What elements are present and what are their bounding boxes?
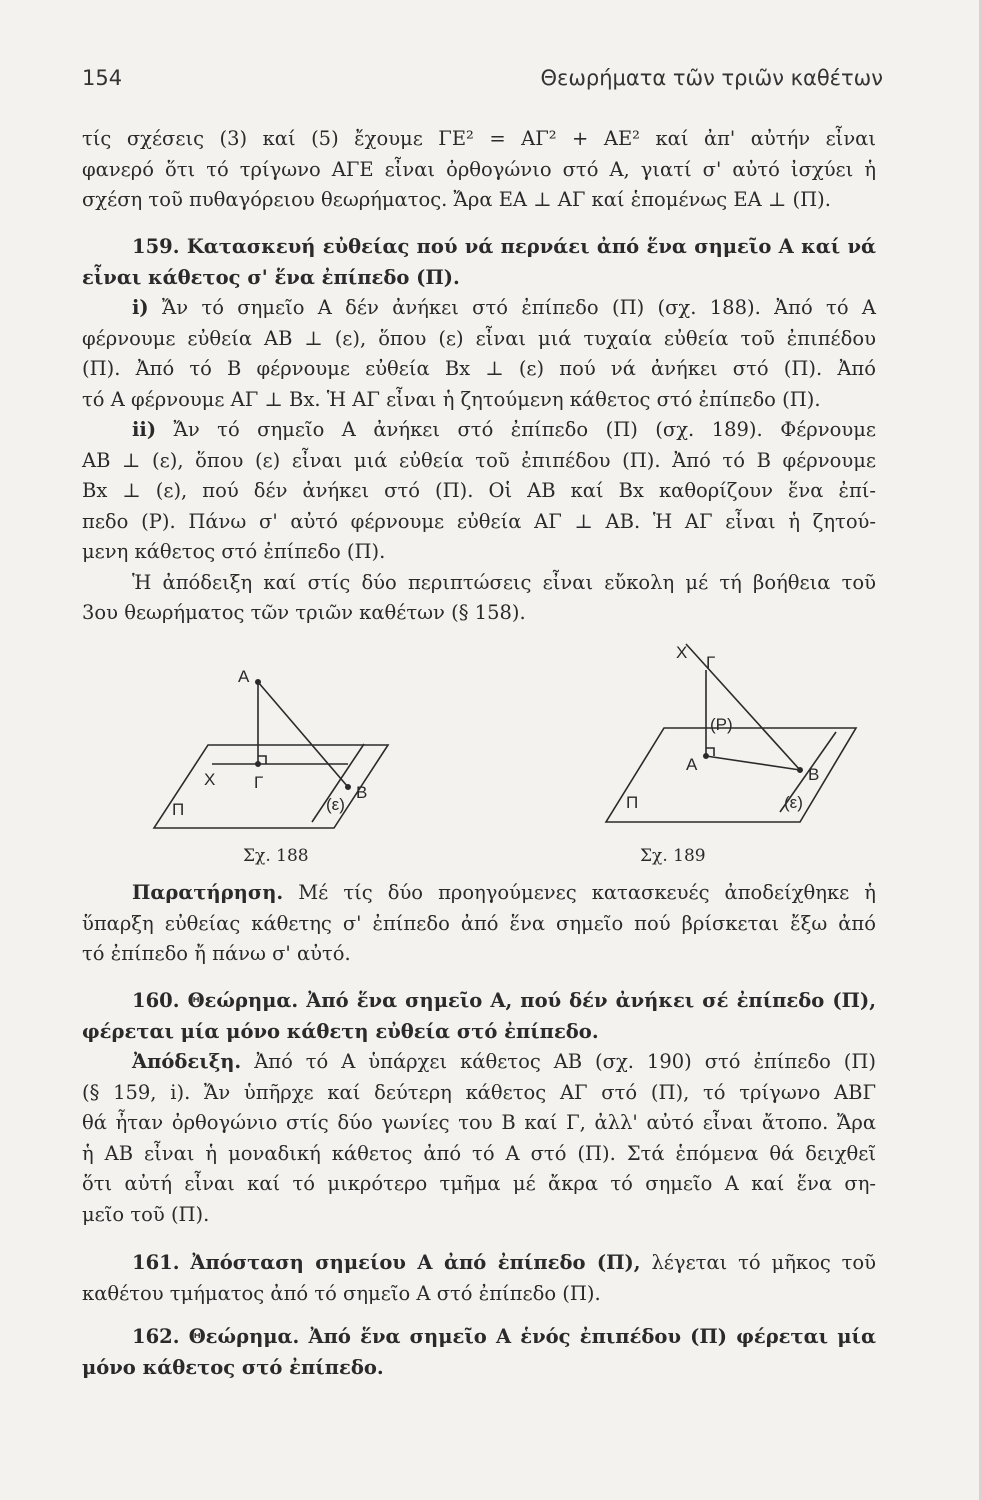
text-line: Βx ⊥ (ε), πού δέν ἀνήκει στό (Π). Οἱ ΑΒ καί Βx καθορίζουν ἕνα ἐπί- [82, 479, 876, 502]
text-line: Ἀπόδειξη. Ἀπό τό Α ὑπάρχει κάθετος ΑΒ (σχ. 190) στό ἐπίπεδο (Π) [132, 1050, 876, 1073]
label-e: (ε) [784, 793, 803, 812]
label-x: Χ [204, 770, 216, 789]
text-line: i) Ἄν τό σημεῖο Α δέν ἀνήκει στό ἐπίπεδο (Π) (σχ. 188). Ἀπό τό Α [132, 296, 876, 319]
label-r: (Ρ) [710, 715, 733, 734]
remark [82, 878, 876, 970]
section-title: Ἀπόσταση σημείου Α ἀπό ἐπίπεδο (Π), [190, 1251, 641, 1274]
section-number: 161. [132, 1251, 180, 1274]
point-b [346, 785, 350, 789]
figure-caption: Σχ. 189 [640, 846, 706, 866]
point-g [256, 762, 260, 766]
label-g: Γ [706, 653, 716, 672]
text-line: θά ἦταν ὀρθογώνιο στίς δύο γωνίες του Β καί Γ, ἀλλ' αὐτό εἶναι ἄτοπο. Ἄρα [82, 1111, 876, 1134]
line-bx [686, 644, 800, 770]
remark-label: Παρατήρηση. [132, 881, 284, 904]
section-160 [82, 986, 876, 1230]
text-line: τίς σχέσεις (3) καί (5) ἔχουμε ΓΕ² = ΑΓ² + ΑΕ² καί ἀπ' αὐτήν εἶναι [82, 127, 876, 150]
text-line: ὅτι αὐτή εἶναι καί τό μικρότερο τμῆμα μέ ἄκρα τό σημεῖο Α καί ἕνα ση- [82, 1172, 876, 1195]
section-title-cont: φέρεται μία μόνο κάθετη εὐθεία στό ἐπίπεδο. [82, 1019, 599, 1043]
text-line: πεδο (Ρ). Πάνω σ' αὐτό φέρνουμε εὐθεία ΑΓ ⊥ ΑΒ. Ἡ ΑΓ εἶναι ἡ ζητού- [82, 509, 876, 533]
text-line: (Π). Ἀπό τό Β φέρνουμε εὐθεία Βx ⊥ (ε) πού νά ἀνήκει στό (Π). Ἀπό [82, 357, 876, 380]
point-b [798, 768, 802, 772]
text-line: τό Α φέρνουμε ΑΓ ⊥ Βx. Ἡ ΑΓ εἶναι ἡ ζητούμενη κάθετος στό ἐπίπεδο (Π). [82, 387, 821, 411]
section-number: 160. [132, 989, 180, 1012]
page-number: 154 [82, 66, 123, 90]
text-line: ἡ ΑΒ εἶναι ἡ μοναδική κάθετος ἀπό τό Α στό (Π). Στά ἑπόμενα θά δειχθεῖ [82, 1141, 876, 1165]
point-a [704, 754, 708, 758]
label-pi: Π [172, 800, 185, 819]
text-line: 3ου θεωρήματος τῶν τριῶν καθέτων (§ 158). [82, 601, 526, 624]
point-a [256, 680, 260, 684]
text-line: ii) Ἄν τό σημεῖο Α ἀνήκει στό ἐπίπεδο (Π) (σχ. 189). Φέρνουμε [132, 418, 876, 441]
text-line: τό ἐπίπεδο ἤ πάνω σ' αὐτό. [82, 942, 351, 965]
text-line: φέρνουμε εὐθεία ΑΒ ⊥ (ε), ὅπου (ε) εἶναι μιά τυχαία εὐθεία τοῦ ἐπιπέδου [82, 326, 876, 350]
item-label: i) [132, 296, 149, 319]
label-b: Β [808, 765, 820, 784]
label-x: Χ [676, 643, 688, 662]
running-title: Θεωρήματα τῶν τριῶν καθέτων [540, 66, 883, 90]
section-title-cont: μόνο κάθετος στό ἐπίπεδο. [82, 1355, 384, 1379]
text-line: μενη κάθετος στό ἐπίπεδο (Π). [82, 540, 386, 563]
segment-ab [706, 756, 800, 770]
text-line: Ἡ ἀπόδειξη καί στίς δύο περιπτώσεις εἶναι εὔκολη μέ τή βοήθεια τοῦ [132, 570, 876, 594]
section-162 [82, 1322, 876, 1383]
page-header [82, 66, 883, 90]
text-line: μεῖο τοῦ (Π). [82, 1202, 210, 1226]
section-title-cont: εἶναι κάθετος σ' ἕνα ἐπίπεδο (Π). [82, 265, 460, 289]
section-number: 159. [132, 235, 180, 258]
plane-pi [154, 745, 388, 828]
section-number: 162. [132, 1325, 180, 1348]
label-pi: Π [626, 793, 639, 812]
segment-ab [258, 682, 348, 787]
text-line: ΑΒ ⊥ (ε), ὅπου (ε) εἶναι μιά εὐθεία τοῦ ἐπιπέδου (Π). Ἀπό τό Β φέρνουμε [82, 448, 876, 472]
label-e: (ε) [326, 795, 345, 814]
figure-188 [150, 660, 430, 850]
label-g: Γ [254, 773, 264, 792]
text-line: (§ 159, i). Ἄν ὑπῆρχε καί δεύτερη κάθετος ΑΓ στό (Π), τό τρίγωνο ΑΒΓ [82, 1080, 876, 1104]
section-heading [82, 232, 876, 263]
section-title: Κατασκευή εὐθείας πού νά περνάει ἀπό ἕνα σημεῖο Α καί νά [186, 235, 876, 258]
proof-label: Ἀπόδειξη. [132, 1050, 242, 1073]
text-line: 161. Ἀπόσταση σημείου Α ἀπό ἐπίπεδο (Π), λέγεται τό μῆκος τοῦ [132, 1251, 876, 1274]
item-label: ii) [132, 418, 157, 441]
text-line: ὕπαρξη εὐθείας κάθετης σ' ἐπίπεδο ἀπό ἕνα σημεῖο πού βρίσκεται ἔξω ἀπό [82, 911, 876, 935]
section-title: Θεώρημα. Ἀπό ἕνα σημεῖο Α ἑνός ἐπιπέδου (Π) φέρεται μία [188, 1325, 876, 1348]
section-159 [82, 232, 876, 629]
figure-caption: Σχ. 188 [243, 846, 309, 866]
section-heading [82, 1322, 876, 1353]
section-title: Θεώρημα. Ἀπό ἕνα σημεῖο Α, πού δέν ἀνήκει σέ ἐπίπεδο (Π), [187, 989, 876, 1012]
label-b: Β [356, 783, 368, 802]
text-line: καθέτου τμήματος ἀπό τό σημεῖο Α στό ἐπίπεδο (Π). [82, 1281, 601, 1305]
label-a: Α [686, 755, 698, 774]
text-line: Παρατήρηση. Μέ τίς δύο προηγούμενες κατασκευές ἀποδείχθηκε ἡ [132, 881, 876, 904]
section-161 [82, 1248, 876, 1309]
section-heading [82, 986, 876, 1017]
text-line: φανερό ὅτι τό τρίγωνο ΑΓΕ εἶναι ὀρθογώνιο στό Α, γιατί σ' αὐτό ἰσχύει ἡ [82, 157, 876, 181]
text-line: σχέση τοῦ πυθαγόρειου θεωρήματος. Ἄρα ΕΑ ⊥ ΑΓ καί ἑπομένως ΕΑ ⊥ (Π). [82, 188, 831, 211]
continuation-paragraph [82, 124, 876, 216]
figure-189 [600, 630, 870, 850]
label-a: Α [238, 667, 250, 686]
